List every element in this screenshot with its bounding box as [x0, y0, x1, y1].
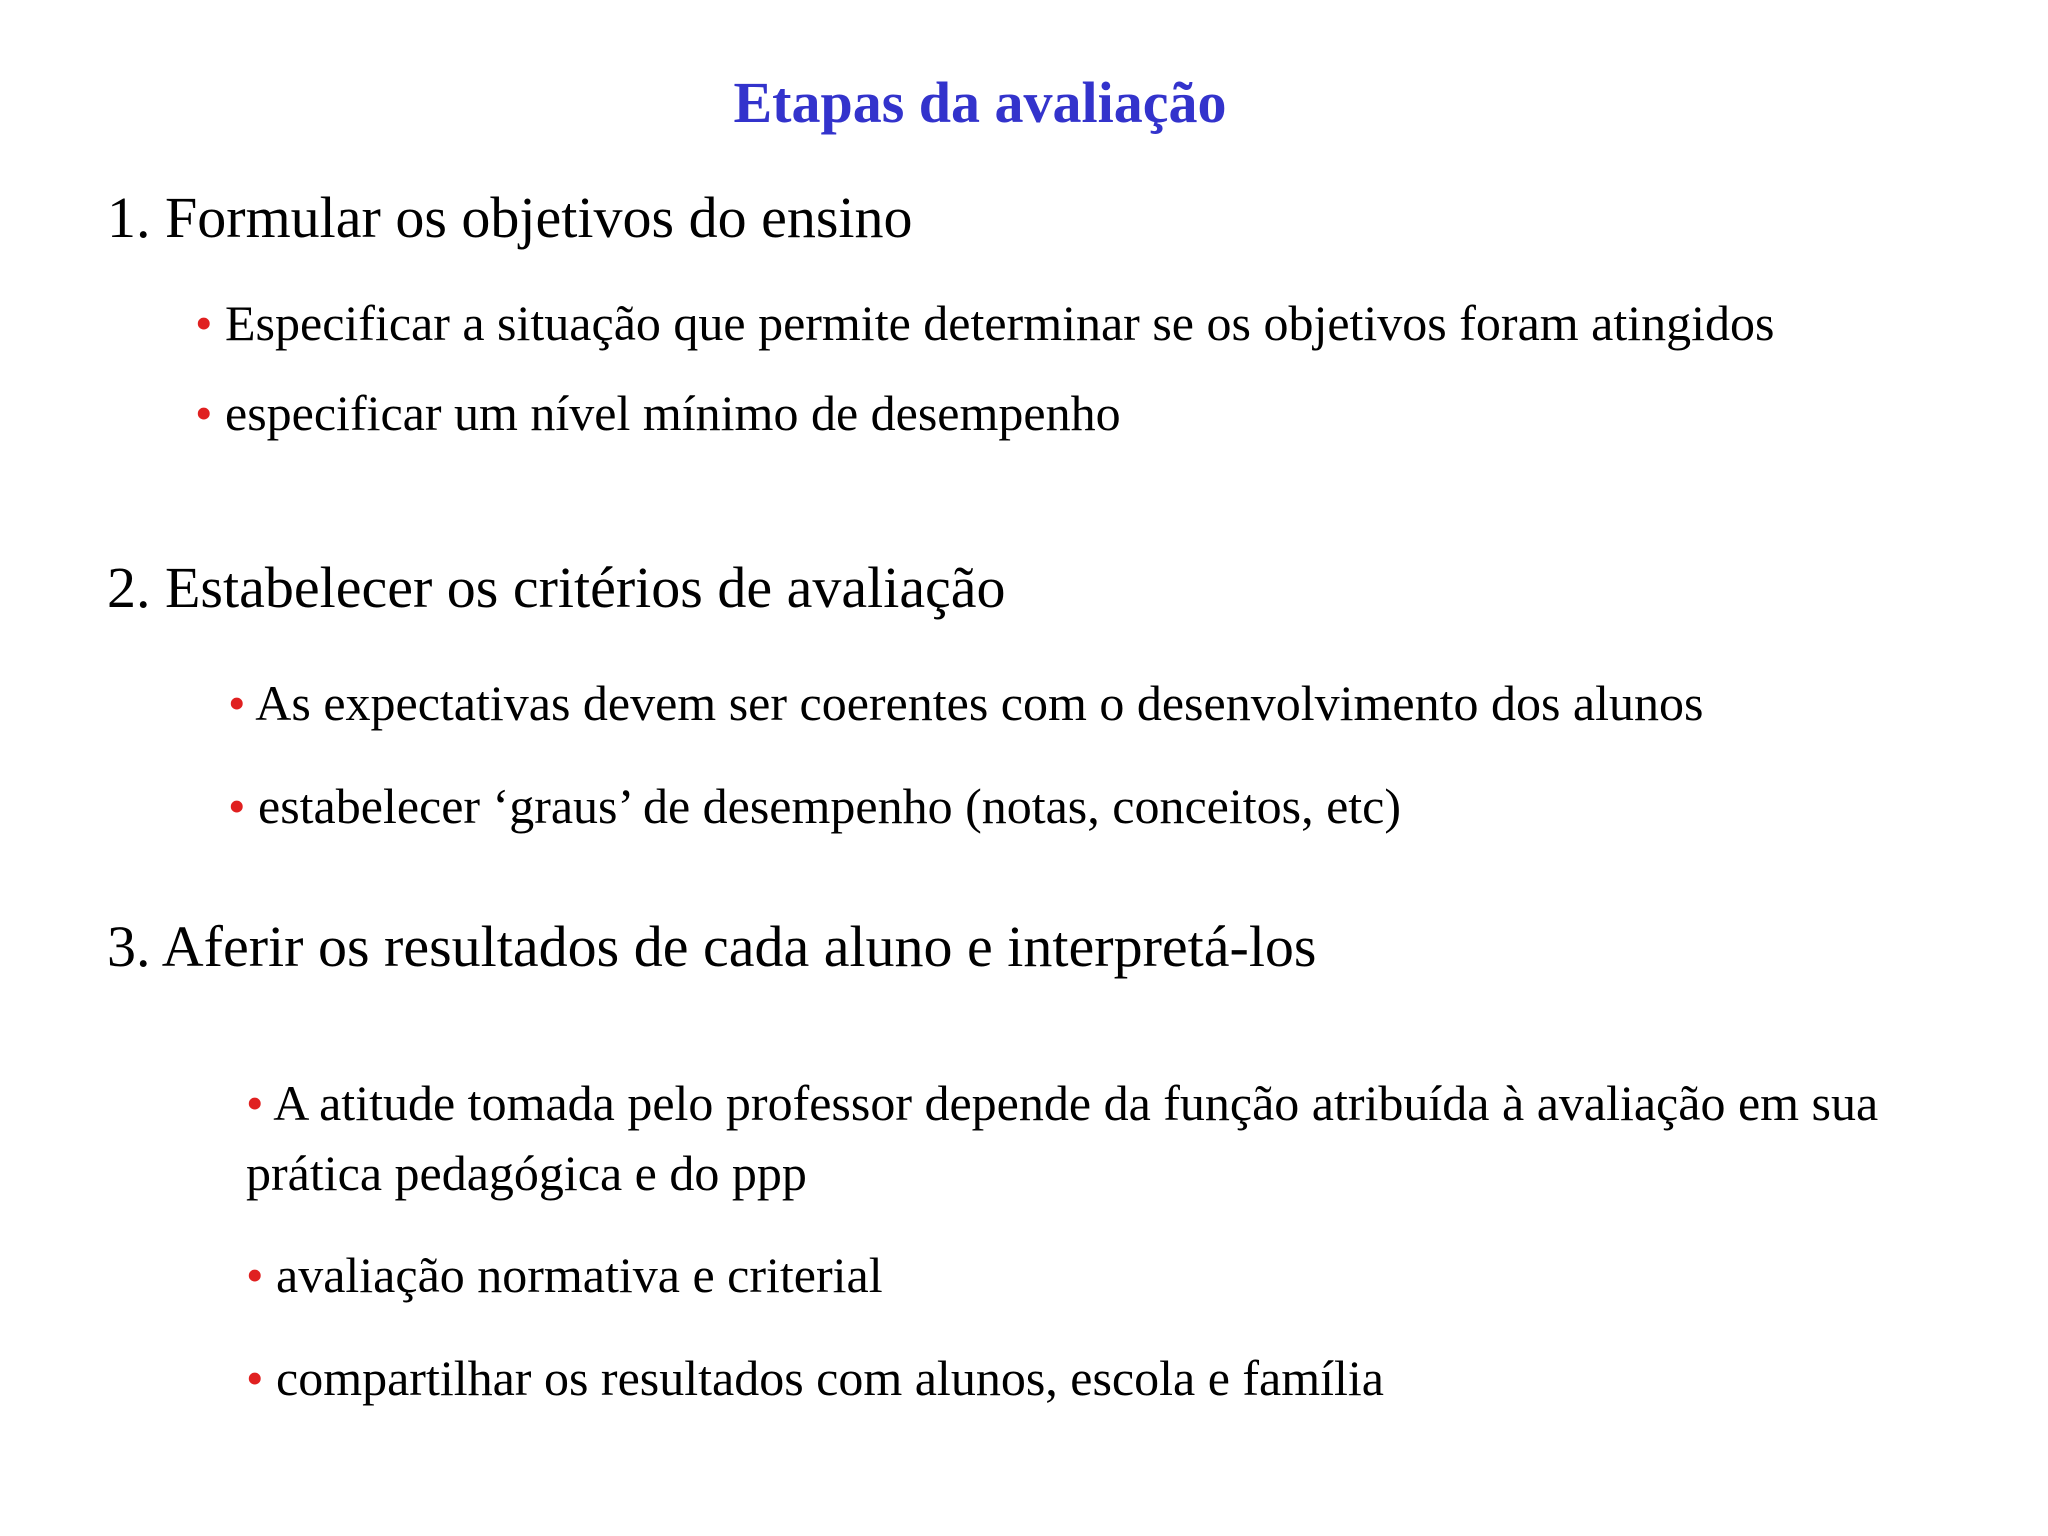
slide-title: Etapas da avaliação: [733, 70, 1227, 135]
bullet-item: [246, 1345, 1384, 1411]
bullet-item: [246, 1068, 1966, 1208]
bullet-text: A atitude tomada pelo professor depende da função atribuída à avaliação em sua prática pedagógica e do ppp: [246, 1075, 1879, 1201]
bullet-text: especificar um nível mínimo de desempenho: [225, 385, 1121, 441]
bullet-item: [246, 1242, 883, 1308]
bullet-dot-icon: •: [246, 1075, 264, 1131]
bullet-item: [195, 290, 1774, 356]
bullet-text: compartilhar os resultados com alunos, escola e família: [276, 1350, 1384, 1406]
bullet-text: As expectativas devem ser coerentes com o desenvolvimento dos alunos: [255, 675, 1704, 731]
bullet-item: [195, 380, 1121, 446]
section-heading-3: 3. Aferir os resultados de cada aluno e interpretá-los: [107, 914, 1317, 979]
section-heading-2: 2. Estabelecer os critérios de avaliação: [107, 555, 1006, 620]
bullet-dot-icon: •: [228, 778, 246, 834]
bullet-dot-icon: •: [195, 385, 213, 441]
bullet-dot-icon: •: [228, 675, 246, 731]
section-heading-1: 1. Formular os objetivos do ensino: [107, 185, 913, 250]
bullet-item: [228, 773, 1401, 839]
bullet-text: Especificar a situação que permite determinar se os objetivos foram atingidos: [225, 295, 1775, 351]
bullet-dot-icon: •: [246, 1247, 264, 1303]
bullet-item: [228, 670, 1703, 736]
bullet-text: estabelecer ‘graus’ de desempenho (notas, conceitos, etc): [258, 778, 1402, 834]
bullet-dot-icon: •: [246, 1350, 264, 1406]
bullet-dot-icon: •: [195, 295, 213, 351]
bullet-text: avaliação normativa e criterial: [276, 1247, 883, 1303]
